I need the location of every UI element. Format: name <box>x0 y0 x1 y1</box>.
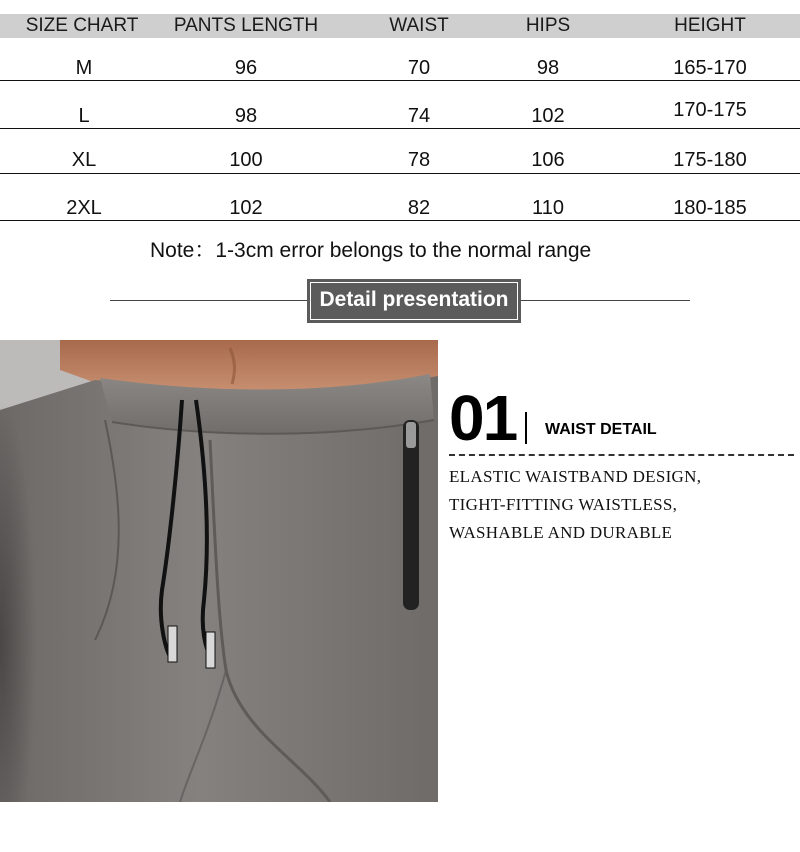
cell-waist: 70 <box>407 57 431 79</box>
detail-title: WAIST DETAIL <box>545 421 657 438</box>
detail-line: WASHABLE AND DURABLE <box>449 523 673 542</box>
detail-description <box>449 463 794 547</box>
cell-size: M <box>75 57 93 79</box>
detail-divider <box>525 412 527 444</box>
detail-line: TIGHT-FITTING WAISTLESS, <box>449 495 678 514</box>
header-size: SIZE CHART <box>25 15 139 36</box>
cell-waist: 74 <box>407 105 431 127</box>
detail-number: 01 <box>449 382 517 454</box>
header-waist: WAIST <box>389 15 449 36</box>
cell-pants-length: 98 <box>234 105 258 127</box>
cell-waist: 82 <box>407 197 431 219</box>
cell-height: 165-170 <box>673 57 747 79</box>
header-hips: HIPS <box>525 15 571 36</box>
table-row <box>0 146 800 176</box>
product-photo <box>0 340 438 802</box>
size-note: Note：1-3cm error belongs to the normal range <box>150 239 592 262</box>
cell-height: 170-175 <box>673 99 747 121</box>
title-line-right <box>521 300 690 301</box>
row-divider <box>0 80 800 81</box>
section-title: Detail presentation <box>310 282 518 320</box>
cell-size: L <box>78 105 90 127</box>
cell-height: 175-180 <box>673 149 747 171</box>
cell-hips: 98 <box>536 57 560 79</box>
row-divider <box>0 128 800 129</box>
cell-hips: 106 <box>531 149 565 171</box>
section-title-box <box>307 279 521 323</box>
table-header-row <box>0 14 800 38</box>
header-pants-length: PANTS LENGTH <box>173 15 319 36</box>
cell-hips: 102 <box>531 105 565 127</box>
cell-pants-length: 100 <box>229 149 263 171</box>
pants-illustration <box>0 340 438 802</box>
cell-size: XL <box>71 149 97 171</box>
cell-waist: 78 <box>407 149 431 171</box>
detail-dashed-line <box>449 454 794 456</box>
header-height: HEIGHT <box>674 15 746 36</box>
cell-hips: 110 <box>532 197 564 219</box>
cell-size: 2XL <box>66 197 102 219</box>
cell-pants-length: 96 <box>234 57 258 79</box>
row-divider <box>0 220 800 221</box>
title-line-left <box>110 300 307 301</box>
cell-pants-length: 102 <box>229 197 263 219</box>
cell-height: 180-185 <box>673 197 747 219</box>
detail-line: ELASTIC WAISTBAND DESIGN, <box>449 467 702 486</box>
row-divider <box>0 173 800 174</box>
